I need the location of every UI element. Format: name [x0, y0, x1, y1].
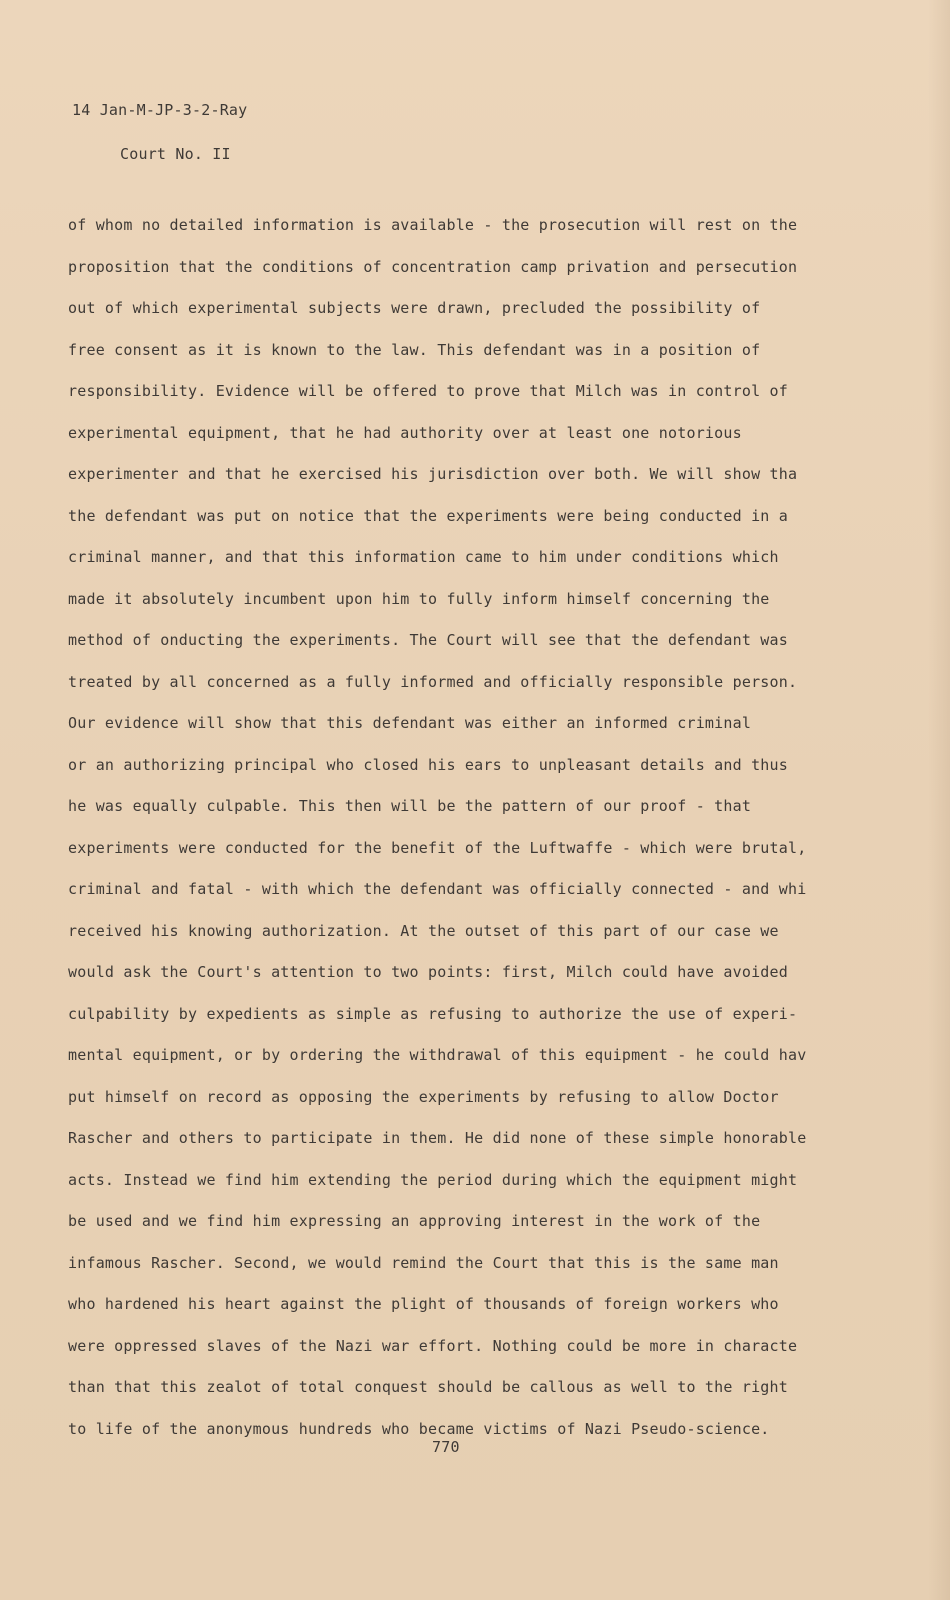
text-line: free consent as it is known to the law. This defendant was in a position of	[68, 340, 761, 359]
text-line: responsibility. Evidence will be offered to prove that Milch was in control of	[68, 382, 788, 400]
text-line: Our evidence will show that this defendant was either an informed criminal	[68, 714, 752, 732]
transcript-body	[68, 205, 938, 1450]
text-line: than that this zealot of total conquest should be callous as well to the right	[68, 1378, 788, 1396]
text-line: experimental equipment, that he had authority over at least one notorious	[68, 423, 742, 442]
text-line: who hardened his heart against the plight of thousands of foreign workers who	[68, 1295, 779, 1313]
text-line: would ask the Court's attention to two points: first, Milch could have avoided	[68, 963, 788, 981]
text-line: experiments were conducted for the benefit of the Luftwaffe - which were brutal,	[68, 838, 807, 857]
text-line: acts. Instead we find him extending the period during which the equipment might	[68, 1170, 798, 1189]
text-line: were oppressed slaves of the Nazi war effort. Nothing could be more in characte	[68, 1336, 798, 1355]
text-line: received his knowing authorization. At the outset of this part of our case we	[68, 921, 779, 940]
text-line: treated by all concerned as a fully informed and officially responsible person.	[68, 672, 798, 691]
text-line: mental equipment, or by ordering the withdrawal of this equipment - he could hav	[68, 1046, 807, 1064]
text-line: of whom no detailed information is available - the prosecution will rest on the	[68, 216, 798, 234]
court-label: Court No. II	[120, 145, 231, 163]
text-line: to life of the anonymous hundreds who became victims of Nazi Pseudo-science.	[68, 1419, 770, 1438]
text-line: proposition that the conditions of concentration camp privation and persecution	[68, 257, 798, 276]
document-reference: 14 Jan-M-JP-3-2-Ray	[72, 101, 248, 119]
text-line: he was equally culpable. This then will be the pattern of our proof - that	[68, 797, 752, 815]
page-number: 770	[432, 1438, 460, 1456]
text-line: criminal manner, and that this information came to him under conditions which	[68, 548, 779, 566]
text-line: method of onducting the experiments. The Court will see that the defendant was	[68, 631, 788, 649]
text-line: criminal and fatal - with which the defendant was officially connected - and whi	[68, 880, 807, 898]
text-line: the defendant was put on notice that the experiments were being conducted in a	[68, 506, 788, 525]
text-line: made it absolutely incumbent upon him to fully inform himself concerning the	[68, 589, 770, 608]
text-line: Rascher and others to participate in them. He did none of these simple honorable	[68, 1129, 807, 1147]
text-line: or an authorizing principal who closed his ears to unpleasant details and thus	[68, 755, 788, 774]
text-line: experimenter and that he exercised his jurisdiction over both. We will show tha	[68, 465, 798, 483]
text-line: culpability by expedients as simple as refusing to authorize the use of experi-	[68, 1004, 798, 1023]
text-line: infamous Rascher. Second, we would remind the Court that this is the same man	[68, 1253, 779, 1272]
text-line: out of which experimental subjects were drawn, precluded the possibility of	[68, 299, 761, 317]
text-line: be used and we find him expressing an approving interest in the work of the	[68, 1212, 761, 1230]
text-line: put himself on record as opposing the experiments by refusing to allow Doctor	[68, 1087, 779, 1106]
